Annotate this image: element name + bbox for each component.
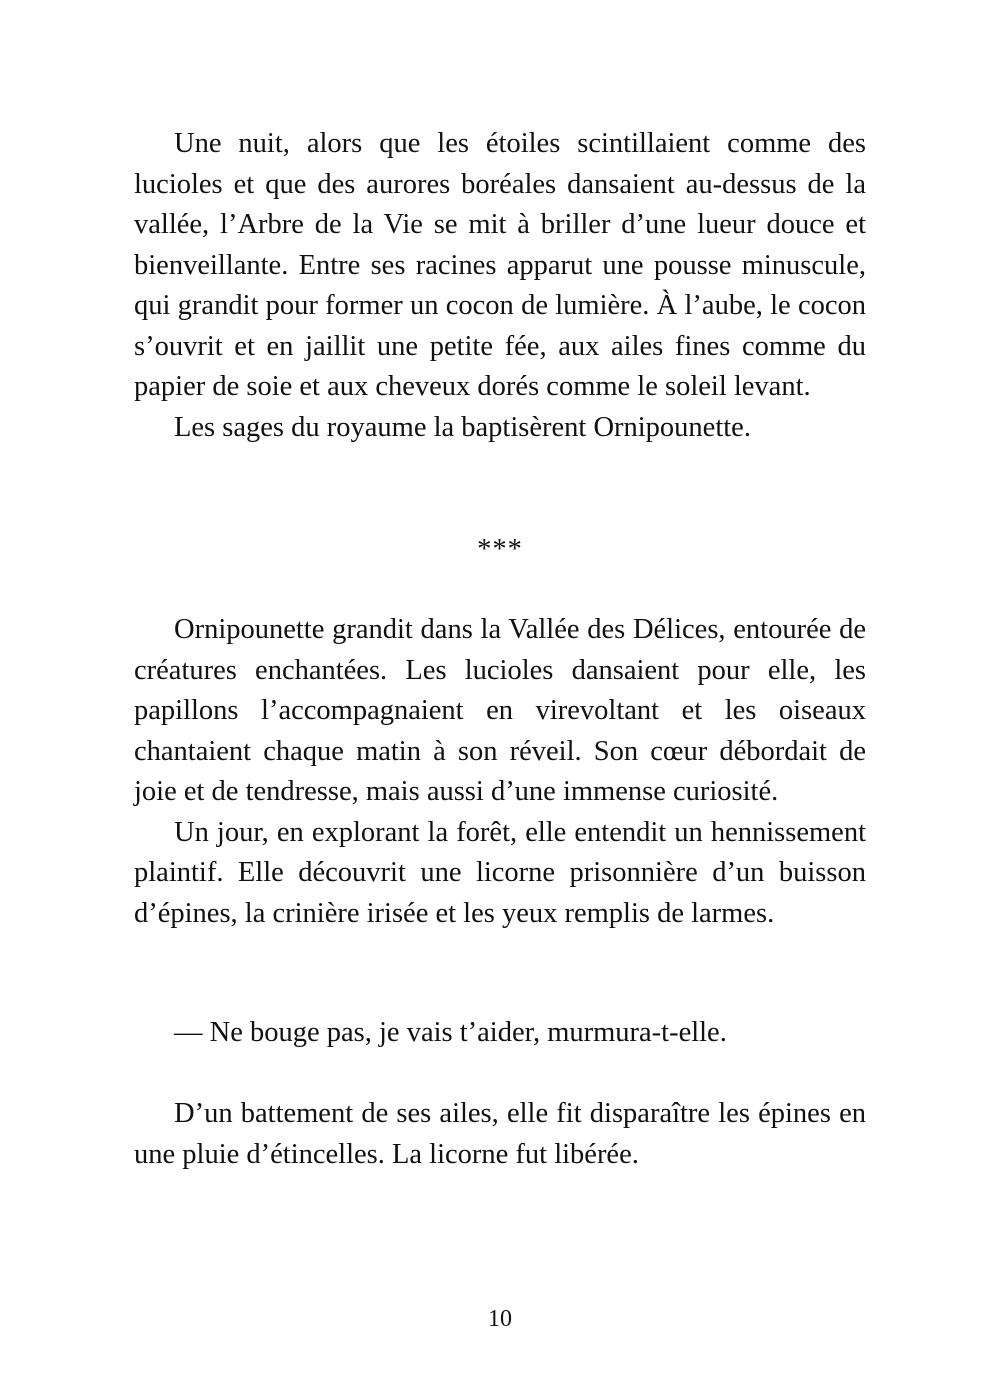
text-block-valley xyxy=(134,610,866,934)
paragraph-naming: Les sages du royaume la baptisèrent Ornipounette. xyxy=(174,411,751,443)
paragraph-dialogue: — Ne bouge pas, je vais t’aider, murmura-t-elle. xyxy=(174,1017,727,1048)
paragraph-rescue: D’un battement de ses ailes, elle fit disparaître les épines en une pluie d’étincelles. La licorne fut libérée. xyxy=(134,1098,866,1170)
text-block-intro xyxy=(134,124,866,448)
paragraph-valley: Ornipounette grandit dans la Vallée des Délices, entourée de créatures enchantées. Les lucioles dansaient pour elle, les papillons l’accompagnaient en virevoltant et les oiseaux chantaient chaque matin à son réveil. Son cœur débordait de joie et de tendresse, mais aussi d’une immense curiosité. xyxy=(134,614,866,807)
page-number: 10 xyxy=(488,1306,512,1332)
text-block-rescue xyxy=(134,1094,866,1175)
section-separator: *** xyxy=(477,534,523,565)
paragraph-birth: Une nuit, alors que les étoiles scintillaient comme des lucioles et que des aurores boréales dansaient au-dessus de la vallée, l’Arbre de la Vie se mit à briller d’une lueur douce et bienveillante. Entre ses racines apparut une pousse minuscule, qui grandit pour former un cocon de lumière. À l’aube, le cocon s’ouvrit et en jaillit une petite fée, aux ailes fines comme du papier de soie et aux cheveux dorés comme le soleil levant. xyxy=(134,128,866,402)
text-block-dialogue xyxy=(134,1013,866,1054)
paragraph-unicorn: Un jour, en explorant la forêt, elle entendit un hennissement plaintif. Elle découvrit une licorne prisonnière d’un buisson d’épines, la crinière irisée et les yeux remplis de larmes. xyxy=(134,816,866,929)
